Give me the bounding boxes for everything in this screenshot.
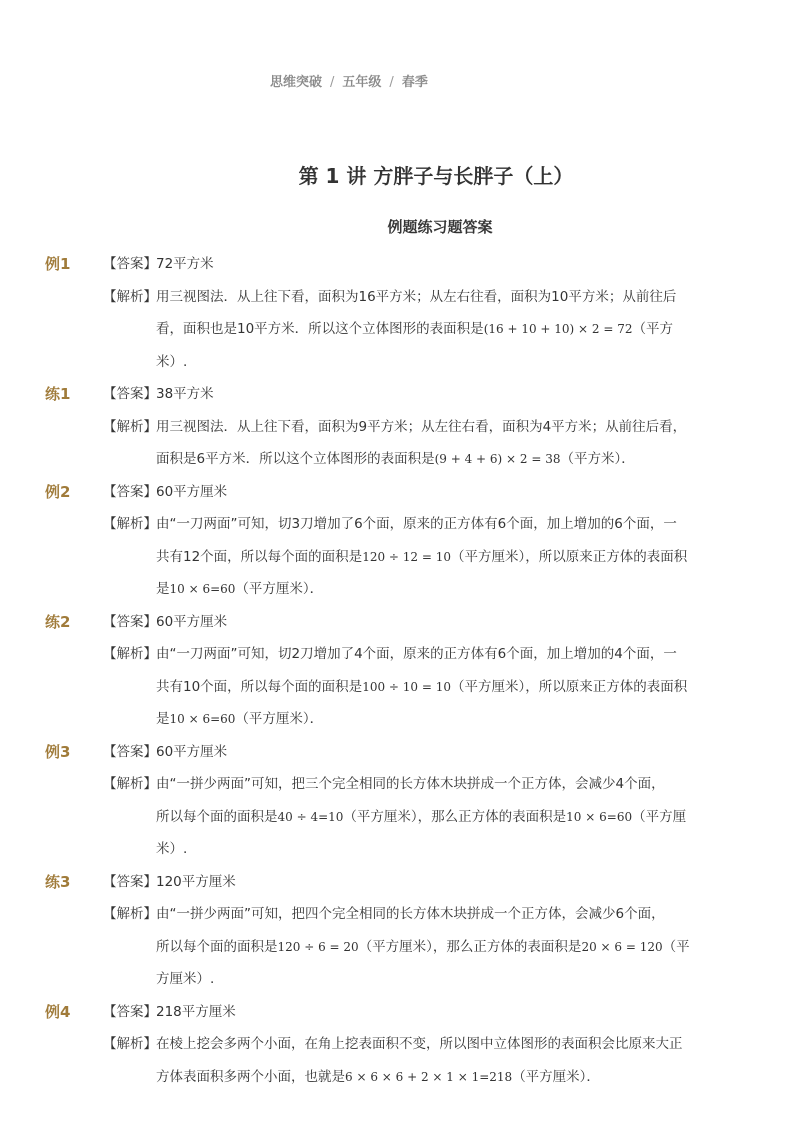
analysis-line (0, 898, 800, 931)
breadcrumb (270, 71, 428, 90)
lesson-title: 第 1 讲 方胖子与长胖子（上） (298, 164, 574, 188)
item-label: 例4 (45, 1002, 71, 1021)
analysis-segment: （平方米）． (560, 451, 635, 467)
item-label: 练1 (45, 385, 71, 403)
analysis-line (0, 671, 800, 704)
analysis-line (0, 281, 800, 314)
analysis-segment: 米）. (156, 841, 188, 857)
analysis-segment: 共有10个面，所以每个面的面积是 (156, 678, 363, 695)
analysis-line (0, 703, 800, 736)
answer-value: 120平方厘米 (156, 873, 236, 890)
answer-item (0, 476, 800, 606)
answer-line (0, 606, 800, 639)
answer-item (0, 248, 800, 378)
analysis-segment: 是 (156, 581, 170, 597)
analysis-segment: 米）. (156, 353, 188, 370)
analysis-text (156, 898, 665, 931)
analysis-text (156, 931, 690, 964)
analysis-line (0, 768, 800, 801)
analysis-text (156, 801, 686, 834)
analysis-text (156, 671, 687, 704)
analysis-line (0, 1028, 800, 1061)
analysis-segment: 由“一拼少两面”可知，把三个完全相同的长方体木块拼成一个正方体，会减少4个面， (156, 776, 665, 792)
analysis-segment: （平方厘米），那么正方体的表面积是 (358, 938, 582, 955)
analysis-segment: 方体表面积多两个小面，也就是 (156, 1068, 345, 1085)
answer-item (0, 378, 800, 476)
analysis-text (156, 833, 187, 866)
analysis-text (156, 443, 635, 476)
answer-line (0, 736, 800, 769)
formula: 10 × 6=60 (169, 582, 236, 596)
analysis-segment: 用三视图法．从上往下看，面积为9平方米；从左往右看，面积为4平方米；从前往后看， (156, 418, 687, 435)
analysis-text (156, 768, 665, 801)
answer-value: 60平方厘米 (156, 613, 228, 630)
analysis-line (0, 963, 800, 996)
analysis-segment: （平方 (632, 321, 673, 337)
formula: 10 × 6=60 (169, 712, 236, 726)
analysis-segment: 所以每个面的面积是 (156, 808, 278, 825)
analysis-text (156, 346, 187, 379)
analysis-line (0, 833, 800, 866)
answer-value: 60平方厘米 (156, 483, 228, 500)
answer-item (0, 736, 800, 866)
answer-tag: 【答案】 (103, 743, 157, 760)
analysis-segment: （平方厘米），那么正方体的表面积是 (343, 808, 567, 825)
analysis-line (0, 313, 800, 346)
analysis-segment: （平方厘 (632, 808, 687, 825)
answer-tag: 【答案】 (103, 1003, 157, 1020)
analysis-text (156, 1028, 683, 1061)
answer-tag: 【答案】 (103, 483, 157, 500)
analysis-segment: 面积是6平方米．所以这个立体图形的表面积是 (156, 451, 435, 467)
breadcrumb-term: 春季 (401, 75, 428, 90)
analysis-line (0, 411, 800, 444)
analysis-text (156, 1061, 600, 1094)
breadcrumb-grade: 五年级 (342, 75, 382, 90)
answer-value: 38平方米 (156, 386, 214, 402)
answer-value: 60平方厘米 (156, 743, 228, 760)
formula: 6 × 6 × 6 + 2 × 1 × 1=218 (345, 1069, 513, 1084)
analysis-segment: 由“一刀两面”可知，切2刀增加了4个面，原来的正方体有6个面，加上增加的4个面，一 (156, 646, 677, 662)
analysis-segment: 用三视图法．从上往下看，面积为16平方米；从左右往看，面积为10平方米；从前往后 (156, 288, 677, 305)
breadcrumb-separator: / (330, 75, 335, 90)
analysis-segment: 看，面积也是10平方米．所以这个立体图形的表面积是 (156, 321, 484, 337)
analysis-segment: 在棱上挖会多两个小面，在角上挖表面积不变，所以图中立体图形的表面积会比原来大正 (156, 1036, 683, 1052)
answer-value: 218平方厘米 (156, 1003, 236, 1020)
answer-line (0, 378, 800, 411)
analysis-line (0, 801, 800, 834)
breadcrumb-subject: 思维突破 (270, 75, 323, 90)
formula: 100 ÷ 10 = 10 (362, 679, 451, 694)
analysis-line (0, 573, 800, 606)
analysis-tag: 【解析】 (103, 906, 157, 922)
analysis-tag: 【解析】 (103, 418, 157, 435)
analysis-segment: （平方厘米）． (235, 711, 324, 727)
answer-line (0, 996, 800, 1029)
answer-item (0, 996, 800, 1094)
answer-list (0, 248, 800, 1093)
item-label: 例1 (45, 255, 71, 273)
analysis-text (156, 281, 676, 314)
analysis-line (0, 508, 800, 541)
analysis-text (156, 541, 687, 574)
analysis-line (0, 931, 800, 964)
analysis-line (0, 1061, 800, 1094)
analysis-line (0, 541, 800, 574)
analysis-text (156, 703, 323, 736)
formula: 20 × 6 = 120 (581, 939, 663, 954)
answer-tag: 【答案】 (103, 256, 157, 272)
answer-item (0, 606, 800, 736)
answer-tag: 【答案】 (103, 873, 157, 890)
answer-line (0, 248, 800, 281)
answer-line (0, 476, 800, 509)
analysis-segment: 由“一拼少两面”可知，把四个完全相同的长方体木块拼成一个正方体，会减少6个面， (156, 906, 665, 922)
analysis-segment: 方厘米）. (156, 971, 215, 987)
analysis-segment: 共有12个面，所以每个面的面积是 (156, 548, 363, 565)
item-label: 例2 (45, 482, 71, 501)
analysis-line (0, 346, 800, 379)
item-label: 例3 (45, 742, 71, 761)
analysis-text (156, 411, 686, 444)
analysis-segment: 由“一刀两面”可知，切3刀增加了6个面，原来的正方体有6个面，加上增加的6个面，一 (156, 516, 677, 532)
item-label: 练2 (45, 612, 71, 631)
section-subtitle: 例题练习题答案 (387, 218, 493, 236)
formula: 120 ÷ 12 = 10 (362, 549, 451, 564)
formula: 40 ÷ 4=10 (277, 809, 344, 824)
analysis-tag: 【解析】 (103, 1036, 157, 1052)
analysis-segment: （平 (662, 938, 690, 955)
analysis-segment: 是 (156, 711, 170, 727)
answer-tag: 【答案】 (103, 386, 157, 402)
formula: (16 + 10 + 10) × 2 = 72 (483, 322, 633, 336)
formula: 10 × 6=60 (566, 809, 633, 824)
analysis-segment: 所以每个面的面积是 (156, 938, 278, 955)
answer-item (0, 866, 800, 996)
item-label: 练3 (45, 872, 71, 891)
analysis-text (156, 313, 673, 346)
analysis-line (0, 443, 800, 476)
breadcrumb-separator: / (389, 75, 394, 90)
analysis-text (156, 963, 214, 996)
analysis-tag: 【解析】 (103, 776, 157, 792)
analysis-text (156, 508, 677, 541)
answer-value: 72平方米 (156, 256, 214, 272)
analysis-segment: （平方厘米），所以原来正方体的表面积 (451, 548, 688, 565)
analysis-text (156, 573, 323, 606)
answer-tag: 【答案】 (103, 613, 157, 630)
answer-line (0, 866, 800, 899)
analysis-tag: 【解析】 (103, 646, 157, 662)
analysis-line (0, 638, 800, 671)
analysis-segment: （平方厘米），所以原来正方体的表面积 (451, 678, 688, 695)
formula: (9 + 4 + 6) × 2 = 38 (434, 452, 561, 466)
analysis-segment: （平方厘米）． (512, 1068, 600, 1085)
formula: 120 ÷ 6 = 20 (277, 939, 359, 954)
analysis-text (156, 638, 677, 671)
analysis-segment: （平方厘米）． (235, 581, 324, 597)
analysis-tag: 【解析】 (103, 288, 157, 305)
analysis-tag: 【解析】 (103, 516, 157, 532)
